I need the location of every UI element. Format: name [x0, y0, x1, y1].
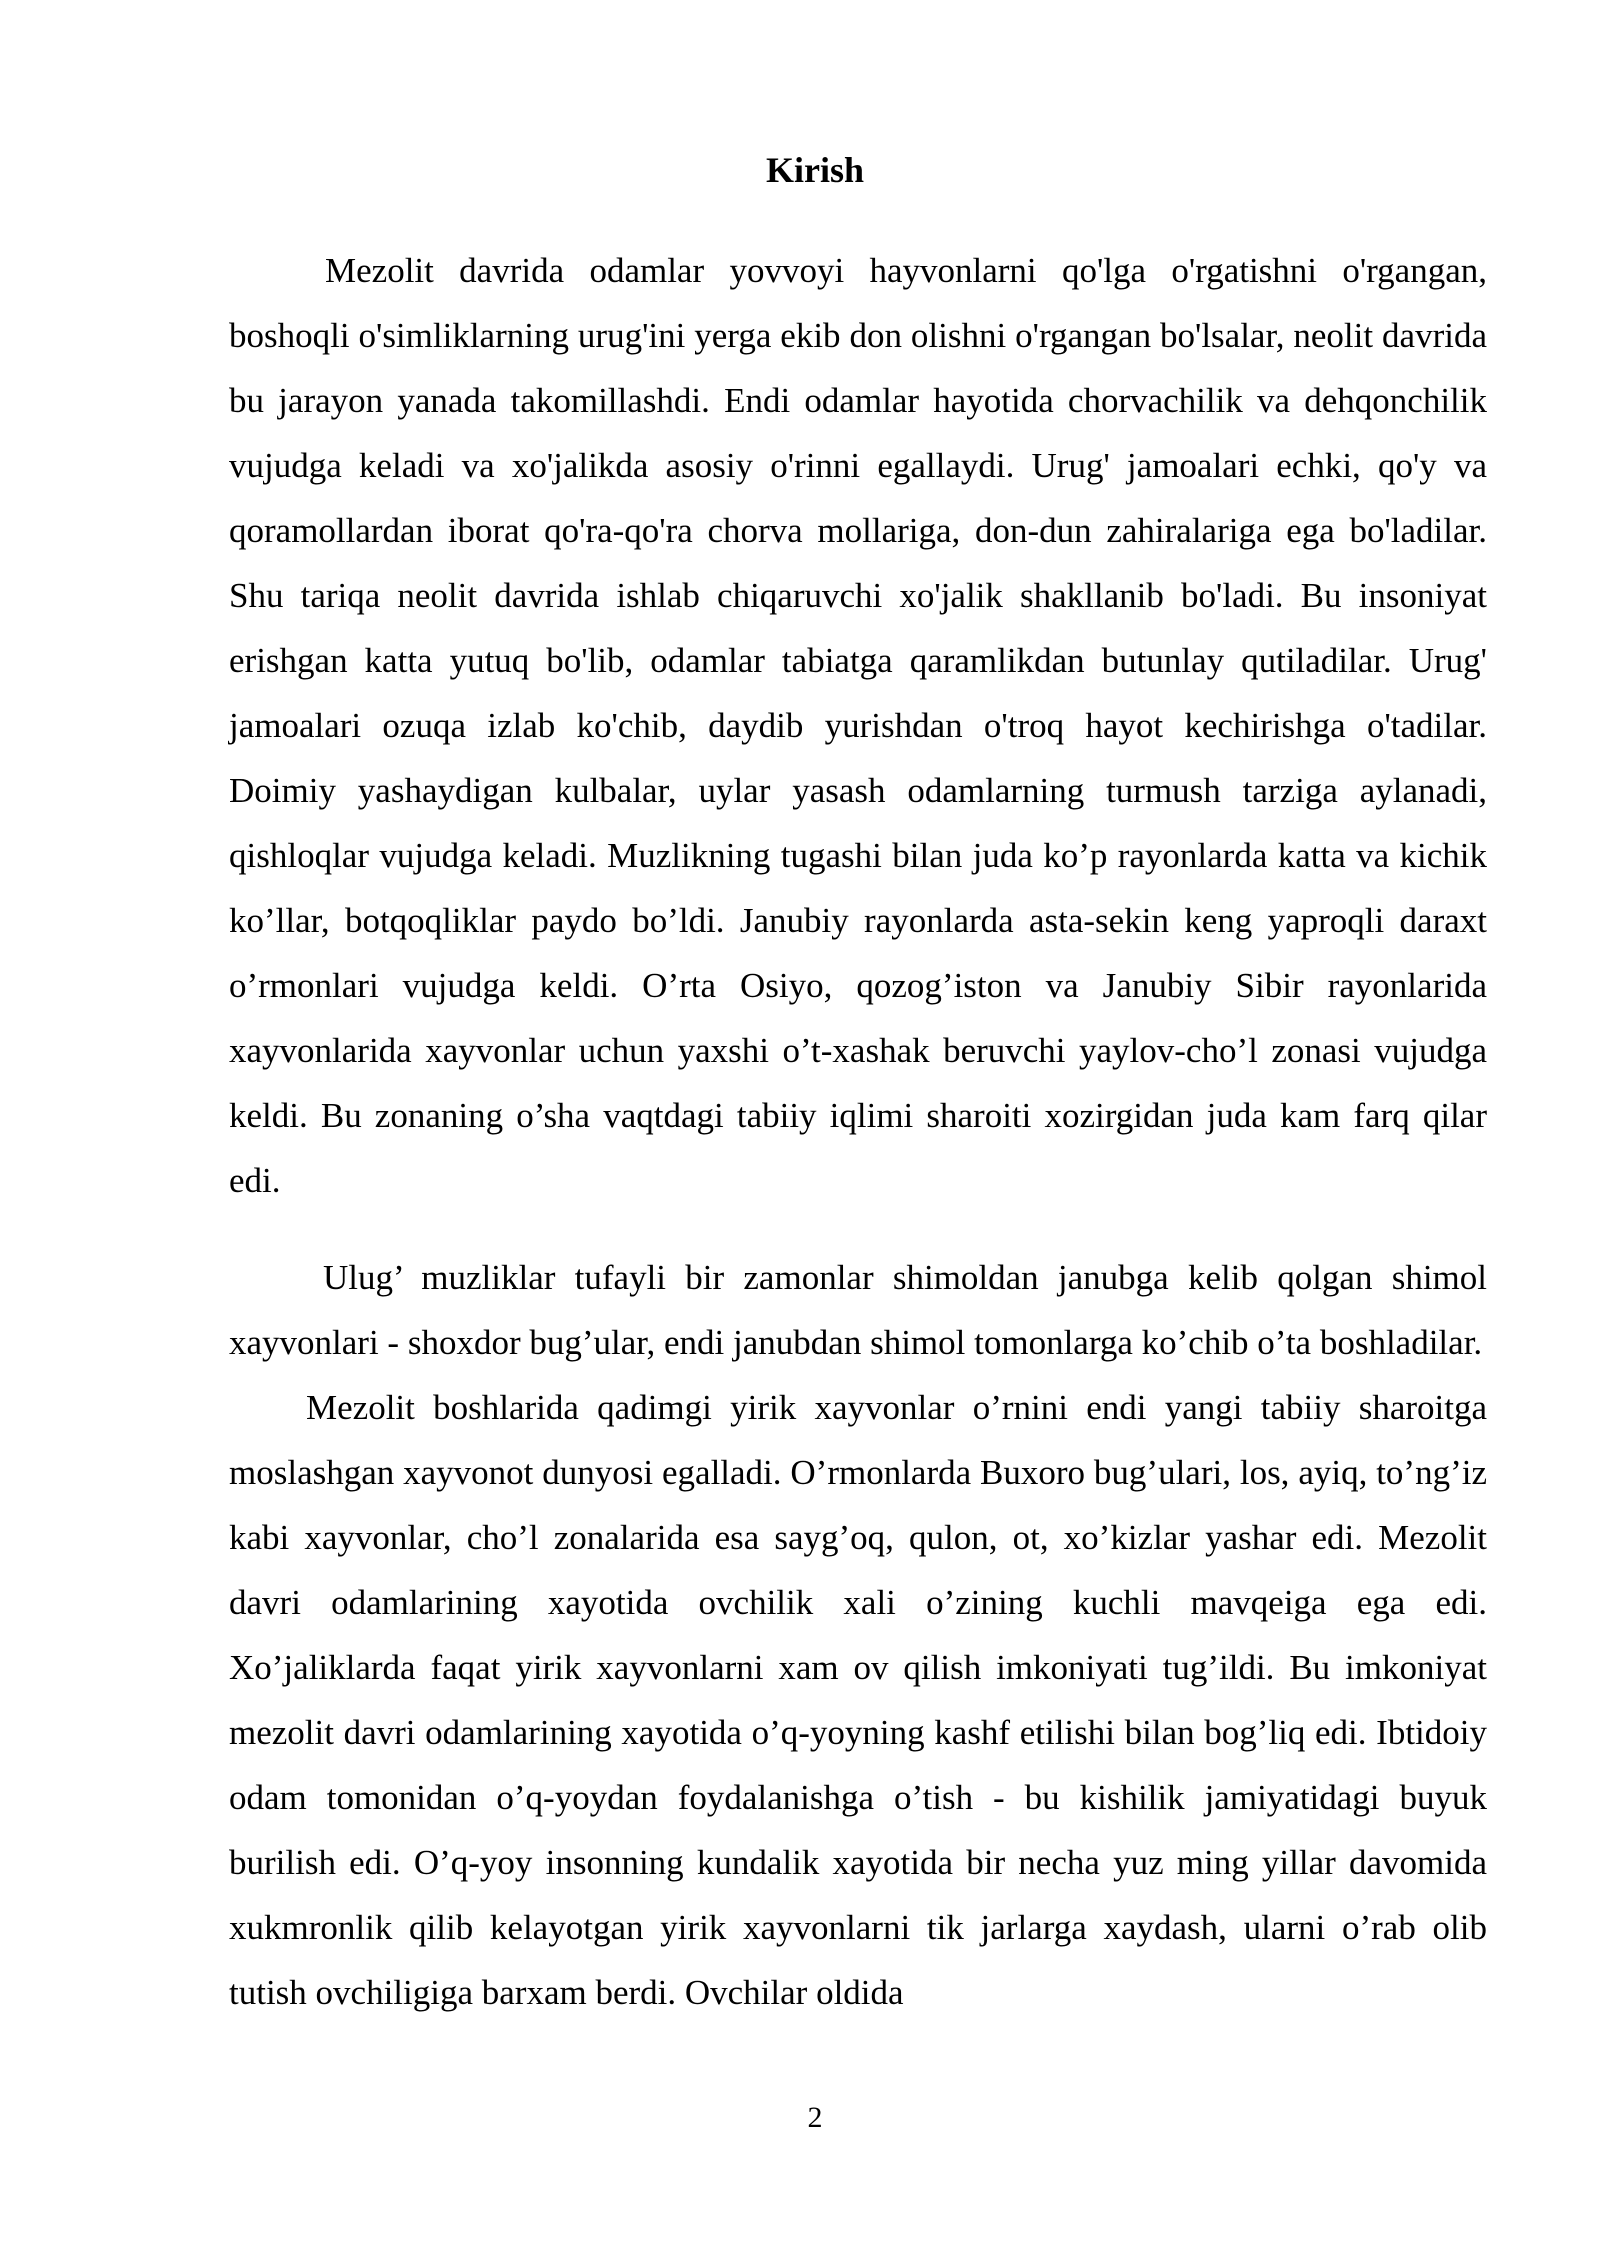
paragraph-3: Mezolit boshlarida qadimgi yirik xayvonlar o’rnini endi yangi tabiiy sharoitga moslashgan xayvonot dunyosi egalladi. O’rmonlarda Buxoro bug’ulari, los, ayiq, to’ng’iz kabi xayvonlar, cho’l zonalarida esa sayg’oq, qulon, ot, xo’kizlar yashar edi. Mezolit davri odamlarining xayotida ovchilik xali o’zining kuchli mavqeiga ega edi. Xo’jaliklarda faqat yirik xayvonlarni xam ov qilish imkoniyati tug’ildi. Bu imkoniyat mezolit davri odamlarining xayotida o’q-yoyning kashf etilishi bilan bog’liq edi. Ibtidoiy odam tomonidan o’q-yoydan foydalanishga o’tish - bu kishilik jamiyatidagi buyuk burilish edi. O’q-yoy insonning kundalik xayotida bir necha yuz ming yillar davomida xukmronlik qilib kelayotgan yirik xayvonlarni tik jarlarga xaydash, ularni o’rab olib tutish ovchiligiga barxam berdi. Ovchilar oldida — [229, 1388, 1487, 2012]
page-title: Kirish — [765, 150, 864, 190]
paragraph-2: Ulug’ muzliklar tufayli bir zamonlar shimoldan janubga kelib qolgan shimol xayvonlari - shoxdor bug’ular, endi janubdan shimol tomonlarga ko’chib o’ta boshladilar. — [229, 1258, 1487, 1362]
page-number: 2 — [807, 2101, 823, 2134]
paragraph-1: Mezolit davrida odamlar yovvoyi hayvonlarni qo'lga o'rgatishni o'rgangan, boshoqli o'simliklarning urug'ini yerga ekib don olishni o'rgangan bo'lsalar, neolit davrida bu jarayon yanada takomillashdi. Endi odamlar hayotida chorvachilik va dehqonchilik vujudga keladi va xo'jalikda asosiy o'rinni egallaydi. Urug' jamoalari echki, qo'y va qoramollardan iborat qo'ra-qo'ra chorva mollariga, don-dun zahiralariga ega bo'ladilar. Shu tariqa neolit davrida ishlab chiqaruvchi xo'jalik shakllanib bo'ladi. Bu insoniyat erishgan katta yutuq bo'lib, odamlar tabiatga qaramlikdan butunlay qutiladilar. Urug' jamoalari ozuqa izlab ko'chib, daydib yurishdan o'troq hayot kechirishga o'tadilar. Doimiy yashaydigan kulbalar, uylar yasash odamlarning turmush tarziga aylanadi, qishloqlar vujudga keladi. Muzlikning tugashi bilan juda ko’p rayonlarda katta va kichik ko’llar, botqoqliklar paydo bo’ldi. Janubiy rayonlarda asta-sekin keng yaproqli daraxt o’rmonlari vujudga keldi. O’rta Osiyo, qozog’iston va Janubiy Sibir rayonlarida xayvonlarida xayvonlar uchun yaxshi o’t-xashak beruvchi yaylov-cho’l zonasi vujudga keldi. Bu zonaning o’sha vaqtdagi tabiiy iqlimi sharoiti xozirgidan juda kam farq qilar edi. — [229, 251, 1487, 1200]
document-body — [229, 238, 1487, 2025]
